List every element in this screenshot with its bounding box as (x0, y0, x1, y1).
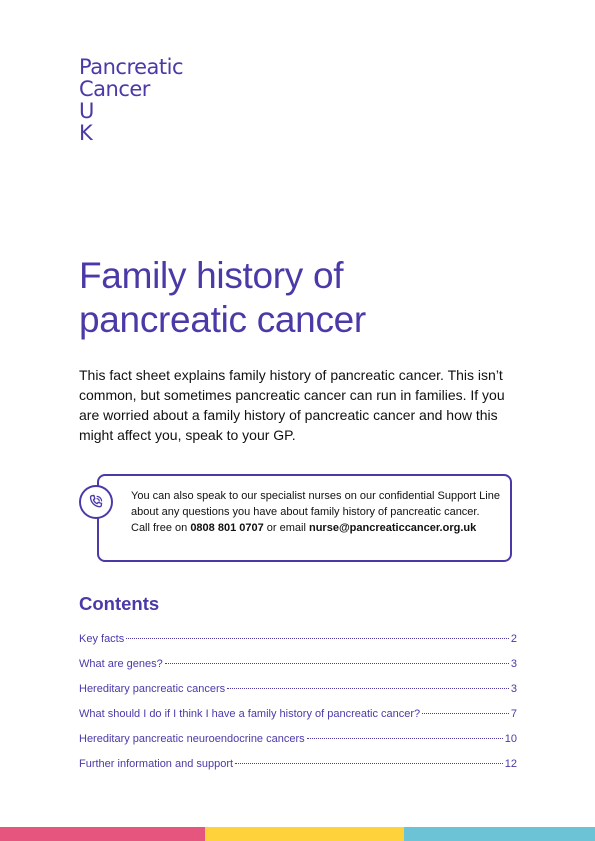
toc-leader (165, 663, 509, 664)
callout-text-before: You can also speak to our specialist nurses on our confidential Support Line about any questions you have about family history of pancreatic cancer. Call free on (131, 490, 500, 534)
callout-text-middle: or email (263, 522, 309, 534)
callout-text (131, 488, 501, 536)
toc-item-title: Hereditary pancreatic cancers (79, 683, 226, 695)
toc-item-page: 2 (510, 633, 517, 645)
phone-icon-glyph (87, 493, 105, 511)
toc-leader (235, 763, 503, 764)
toc-item-title: Key facts (79, 633, 125, 645)
brand-bar-pink (0, 827, 205, 841)
brand-bar-yellow (205, 827, 404, 841)
title-line-2: pancreatic cancer (79, 299, 366, 340)
brand-bar-blue (404, 827, 595, 841)
page-title (79, 254, 366, 342)
toc-leader (422, 713, 509, 714)
toc-item-page: 12 (504, 758, 517, 770)
toc-item-what-are-genes[interactable] (79, 656, 517, 681)
table-of-contents (79, 631, 517, 781)
title-line-1: Family history of (79, 255, 344, 296)
pancreatic-cancer-uk-logo (79, 56, 183, 144)
toc-item-page: 3 (510, 658, 517, 670)
contents-heading: Contents (79, 593, 160, 614)
toc-item-page: 7 (510, 708, 517, 720)
toc-leader (227, 688, 509, 689)
toc-item-what-should-i-do[interactable] (79, 706, 517, 731)
toc-item-title: What are genes? (79, 658, 163, 670)
toc-leader (126, 638, 509, 639)
toc-item-page: 10 (504, 733, 517, 745)
brand-color-bar (0, 827, 595, 841)
toc-item-key-facts[interactable] (79, 631, 517, 656)
intro-paragraph: This fact sheet explains family history of pancreatic cancer. This isn’t common, but sometimes pancreatic cancer can run in families. If you are worried about a family history of pancreatic cancer and how this might affect you, speak to your GP. (79, 367, 505, 443)
support-line-callout (97, 474, 512, 562)
support-line-phone[interactable]: 0808 801 0707 (190, 522, 264, 534)
toc-leader (307, 738, 503, 739)
toc-item-title: What should I do if I think I have a family history of pancreatic cancer? (79, 708, 421, 720)
logo-line-2: Cancer (79, 77, 150, 101)
toc-item-title: Further information and support (79, 758, 234, 770)
logo-line-1: Pancreatic (79, 55, 184, 79)
toc-item-further-information[interactable] (79, 756, 517, 781)
toc-item-hereditary-pancreatic-cancers[interactable] (79, 681, 517, 706)
toc-item-neuroendocrine-cancers[interactable] (79, 731, 517, 756)
support-line-email[interactable]: nurse@pancreaticcancer.org.uk (308, 522, 477, 534)
logo-line-4: K (79, 121, 93, 145)
phone-icon (79, 485, 113, 519)
logo-line-3: U (79, 99, 94, 123)
toc-item-page: 3 (510, 683, 517, 695)
toc-item-title: Hereditary pancreatic neuroendocrine cancers (79, 733, 305, 745)
